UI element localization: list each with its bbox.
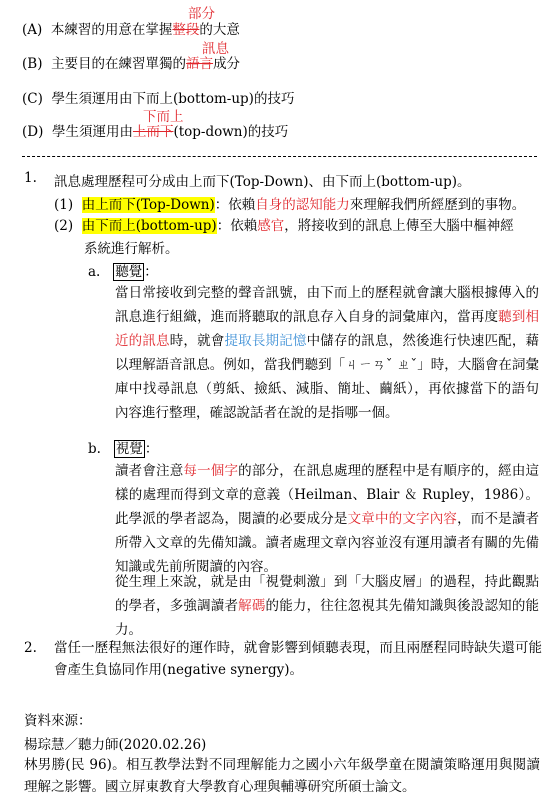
sub-a-header	[88, 260, 158, 280]
option-label: (B)	[22, 56, 43, 72]
sub-label: (1)	[54, 197, 74, 213]
dashed-divider	[22, 156, 537, 157]
highlight-text: 自身的認知能力	[255, 197, 350, 213]
option-c	[22, 87, 294, 107]
text: 中儲存的訊息，然後進行快速匹配，藉以理解語音訊息。例如，當我們聽到「ㄐㄧㄢˇ ㄓˇ」時，大腦會在詞彙庫中找尋訊息（剪紙、撿紙、減脂、簡址、繭紙），再依據當下的語句內容進行整理，確認說話者在說的是指哪一個。	[115, 333, 540, 421]
item-1-number: 1.	[24, 170, 37, 186]
highlight-text: 解碼	[238, 598, 266, 614]
correction-d: 下而上	[143, 109, 184, 125]
option-text: (top-down)的技巧	[173, 124, 289, 140]
colon: ：	[144, 441, 159, 457]
option-text: 學生須運用由	[51, 124, 133, 140]
option-a	[22, 18, 240, 38]
hearing-title: 聽覺	[115, 264, 143, 280]
option-text: 主要目的在練習單獨的	[51, 56, 187, 72]
term-top-down: 由上而下(Top-Down)	[81, 197, 215, 213]
option-label: (A)	[22, 22, 43, 38]
option-text: 成分	[213, 56, 241, 72]
source-2: 林男勝(民 96)。相互教學法對不同理解能力之國小六年級學童在閱讀策略運用與閱讀理解之影響。國立屏東教育大學教育心理與輔導研究所碩士論文。	[24, 757, 540, 795]
colon: ：	[144, 264, 158, 280]
text: 的能力，往往忽視其先備知識與後設認知的能力。	[115, 598, 540, 638]
vision-paragraph-2	[115, 570, 539, 642]
correction-b: 訊息	[202, 41, 229, 57]
text: ，將接收到的訊息上傳至大腦中樞神經	[284, 218, 514, 234]
text: ：依賴	[216, 218, 258, 234]
vision-title: 視覺	[115, 441, 143, 457]
option-label: (C)	[22, 91, 43, 107]
item-2-text: 當任一歷程無法很好的運作時，就會影響到傾聽表現，而且兩歷程同時缺失還可能會產生負協同作用(negative synergy)。	[54, 640, 542, 678]
struck-text: 上而下	[132, 124, 174, 140]
text: 的部分，在訊息處理的歷程中是有順序的，經由這樣的處理而得到文章的意義（Heilman、Blair ＆ Rupley，1986）。此學派的學者認為，閱讀的必要成分是	[115, 463, 540, 527]
sub-label: b.	[88, 441, 101, 457]
sub-item-2	[54, 214, 514, 234]
option-label: (D)	[22, 124, 44, 140]
item-1-intro: 訊息處理歷程可分成由上而下(Top-Down)、由下而上(bottom-up)。	[54, 174, 471, 190]
source-1: 楊琮慧／聽力師(2020.02.26)	[24, 737, 207, 753]
text: 來理解我們所經歷到的事物。	[349, 197, 526, 213]
blue-highlight-text: 提取長期記憶	[224, 333, 307, 349]
text: 當日常接收到完整的聲音訊號，由下而上的歷程就會讓大腦根據傳入的訊息進行組織，進而將聽取的訊息存入自身的詞彙庫內，當再度	[115, 285, 539, 325]
text: 讀者會注意	[115, 463, 184, 479]
struck-text: 整段	[172, 22, 200, 38]
text: 時，就會	[169, 333, 225, 349]
text: ：依賴	[214, 197, 256, 213]
option-b	[22, 52, 240, 72]
highlight-text: 感官	[257, 218, 285, 234]
vision-paragraph-1	[115, 459, 539, 579]
option-text: 本練習的用意在掌握	[50, 22, 173, 38]
option-d	[22, 120, 288, 140]
highlight-text: 聽到相近的訊息	[115, 309, 540, 349]
sub-b-header	[88, 437, 158, 457]
item-2-number: 2.	[24, 640, 37, 656]
text: 從生理上來說，就是由「視覺刺激」到「大腦皮層」的過程，持此觀點的學者，多強調讀者	[115, 574, 539, 614]
text: ，而不是讀者所帶入文章的先備知識。讀者處理文章內容並沒有運用讀者有關的先備知識或先前所閱讀的內容。	[115, 511, 540, 575]
sub-item-1	[54, 193, 525, 213]
highlight-text: 文章中的文字內容	[347, 511, 458, 527]
sub-label: a.	[88, 264, 101, 280]
highlight-text: 每一個字	[183, 463, 239, 479]
struck-text: 語言	[186, 56, 214, 72]
sub-label: (2)	[54, 218, 74, 234]
option-text: 的大意	[199, 22, 240, 38]
sources-heading: 資料來源：	[24, 713, 92, 729]
hearing-paragraph	[115, 281, 539, 425]
term-bottom-up: 由下而上(bottom-up)	[81, 218, 217, 234]
sub-item-2-cont: 系統進行解析。	[84, 241, 179, 257]
option-text: 學生須運用由下而上(bottom-up)的技巧	[51, 91, 295, 107]
correction-a: 部分	[188, 6, 215, 22]
